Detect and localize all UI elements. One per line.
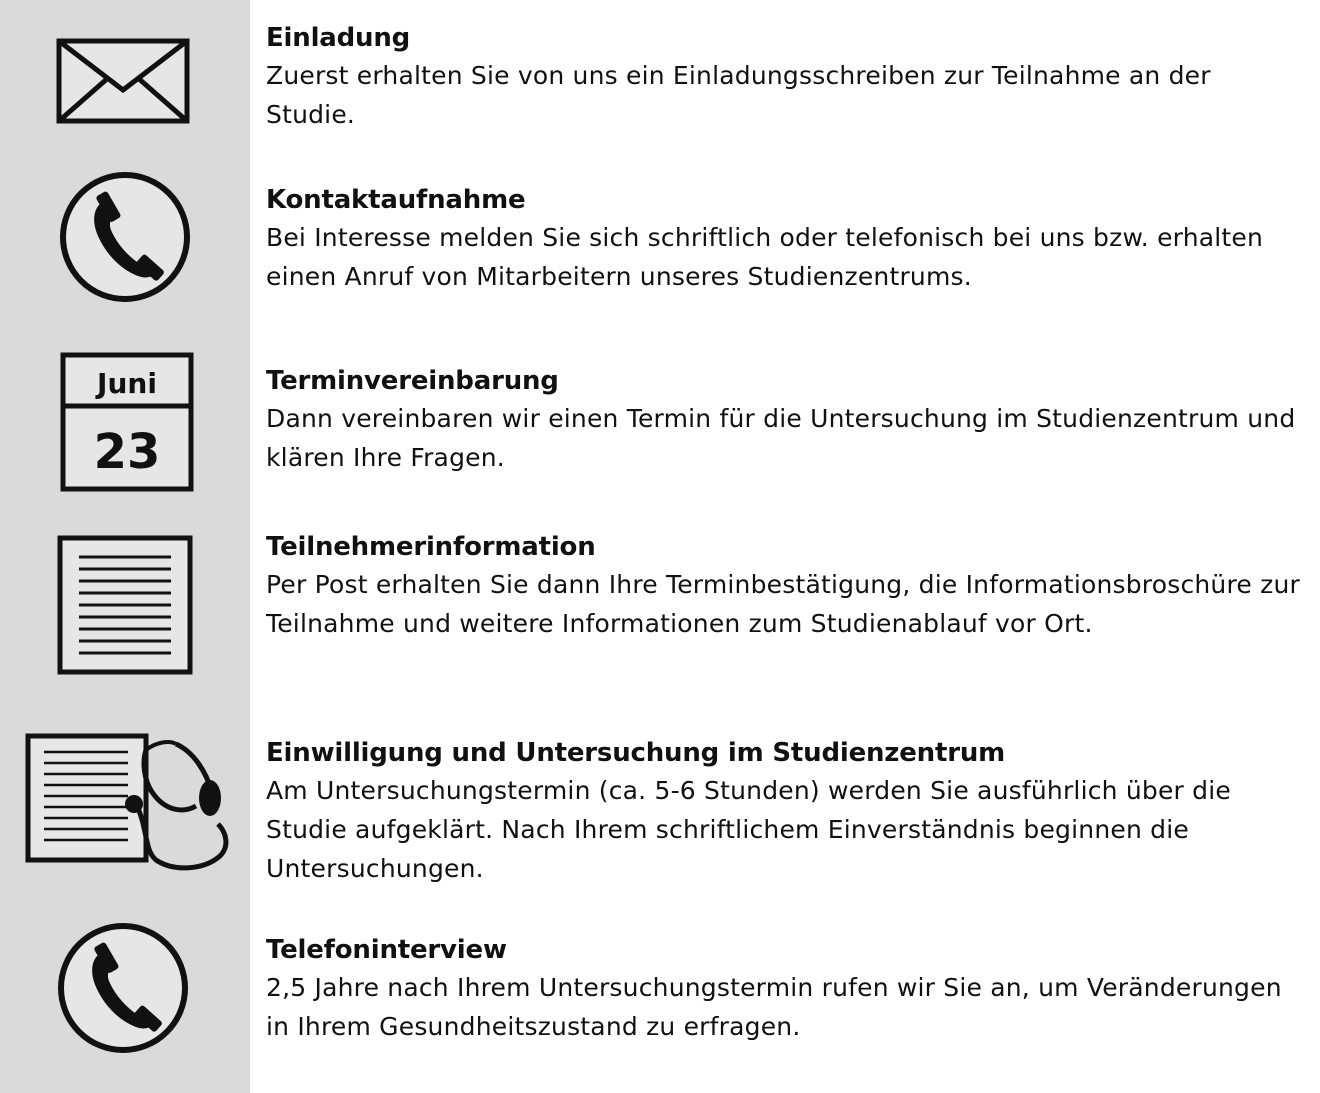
document-icon	[57, 535, 193, 675]
step-description: Dann vereinbaren wir einen Termin für die Untersuchung im Studienzentrum und klären Ihre Fragen.	[266, 404, 1296, 472]
step-terminvereinbarung	[266, 363, 1306, 477]
document-stethoscope-icon	[24, 732, 234, 872]
step-title: Telefoninterview	[266, 935, 507, 965]
envelope-icon	[56, 38, 190, 124]
step-title: Einladung	[266, 23, 411, 53]
step-telefoninterview	[266, 932, 1306, 1046]
step-title: Kontaktaufnahme	[266, 185, 526, 215]
phone-icon	[56, 921, 190, 1055]
step-description: Bei Interesse melden Sie sich schriftlich oder telefonisch bei uns bzw. erhalten einen Anruf von Mitarbeitern unseres Studienzentrums.	[266, 223, 1264, 291]
step-kontaktaufnahme	[266, 182, 1306, 296]
step-description: Per Post erhalten Sie dann Ihre Terminbestätigung, die Informationsbroschüre zur Teilnahme und weitere Informationen zum Studienablauf vor Ort.	[266, 570, 1300, 638]
calendar-month: Juni	[97, 367, 157, 400]
step-title: Teilnehmerinformation	[266, 532, 596, 562]
step-description: 2,5 Jahre nach Ihrem Untersuchungstermin rufen wir Sie an, um Veränderungen in Ihrem Gesundheitszustand zu erfragen.	[266, 973, 1282, 1041]
step-title: Terminvereinbarung	[266, 366, 559, 396]
step-description: Am Untersuchungstermin (ca. 5-6 Stunden) werden Sie ausführlich über die Studie aufgeklärt. Nach Ihrem schriftlichem Einverständnis beginnen die Untersuchungen.	[266, 776, 1231, 883]
step-description: Zuerst erhalten Sie von uns ein Einladungsschreiben zur Teilnahme an der Studie.	[266, 61, 1211, 129]
step-teilnehmerinformation	[266, 529, 1306, 643]
step-einladung	[266, 20, 1306, 134]
step-title: Einwilligung und Untersuchung im Studienzentrum	[266, 738, 1006, 768]
calendar-day: 23	[93, 424, 161, 480]
step-einwilligung-untersuchung	[266, 735, 1306, 888]
phone-icon	[58, 170, 192, 304]
